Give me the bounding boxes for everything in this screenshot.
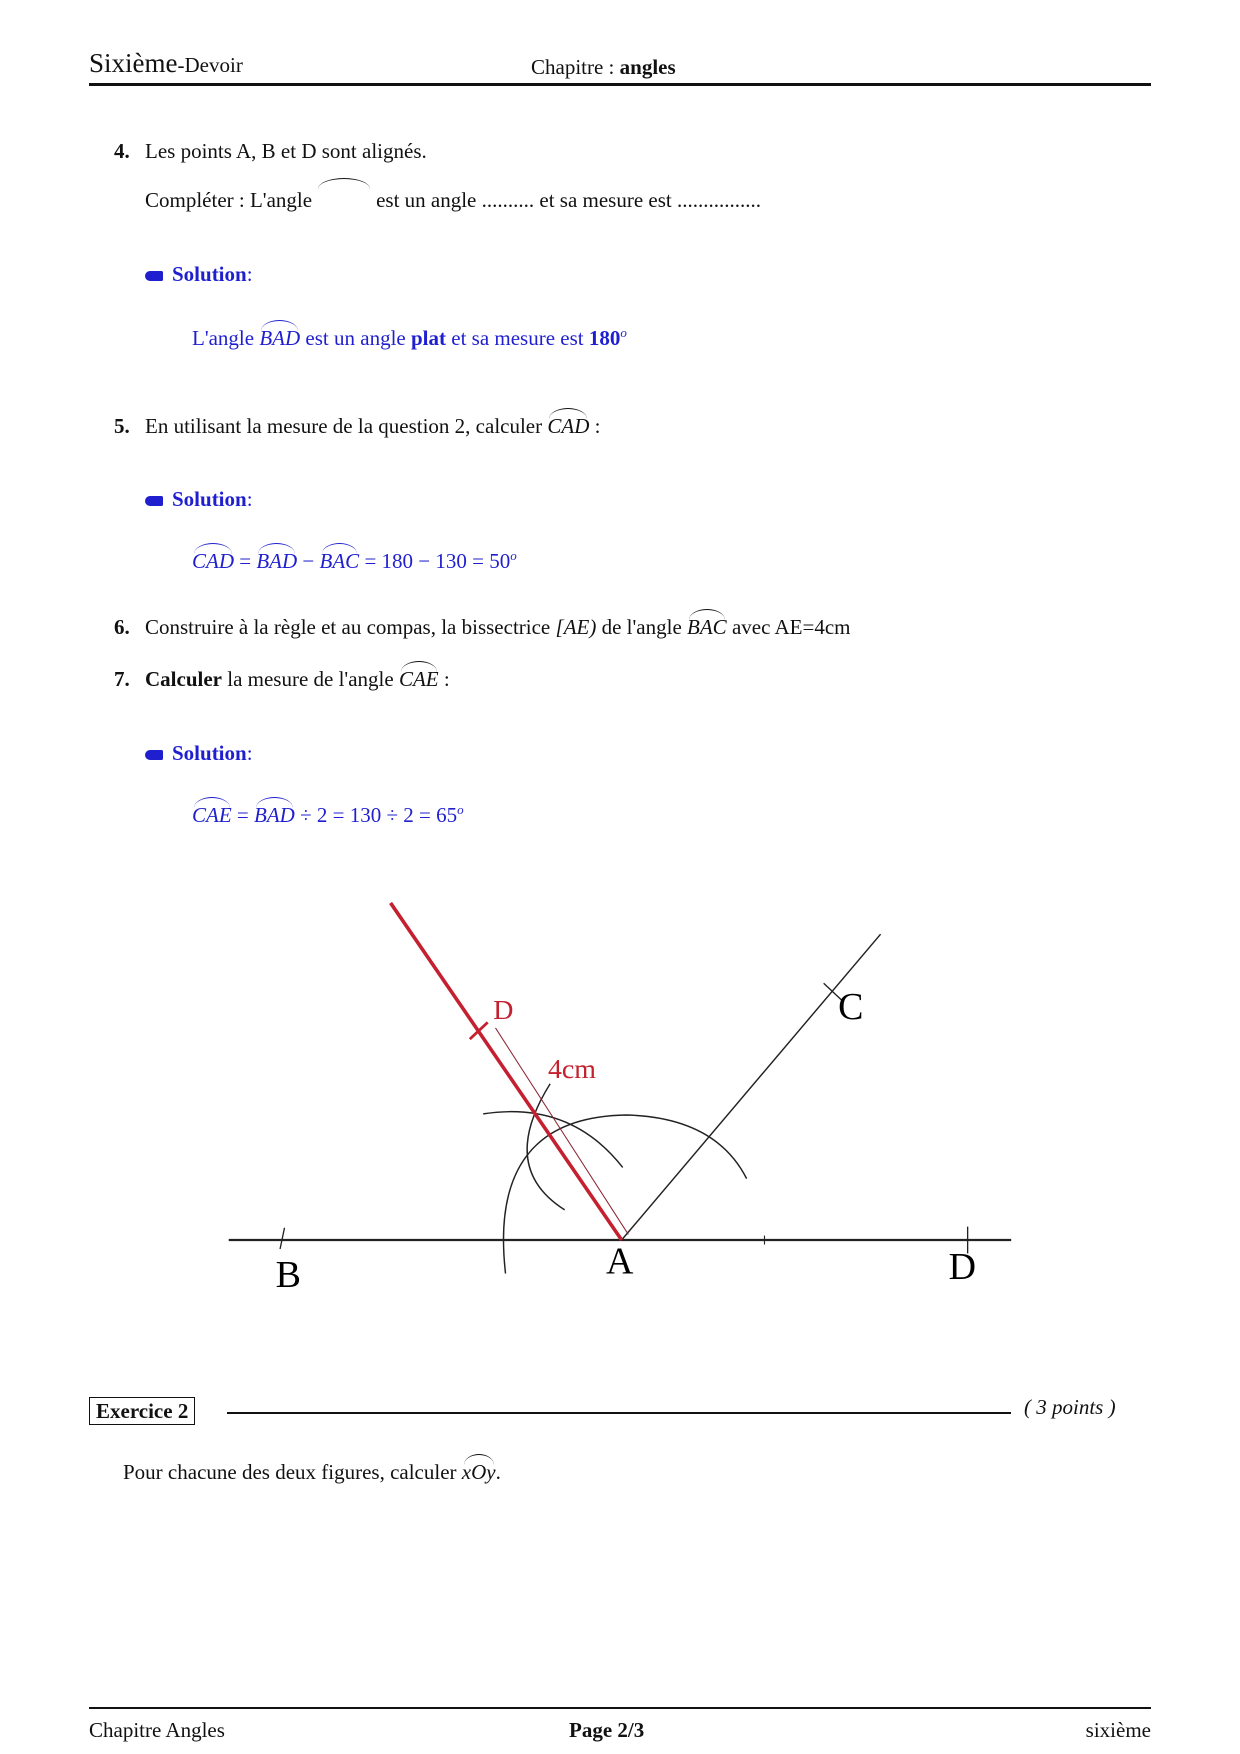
angle-bad: BAD: [259, 322, 300, 351]
pointing-hand-icon: [145, 271, 163, 281]
s5-rest: = 180 − 130 = 50: [359, 549, 511, 573]
solution-colon: :: [246, 262, 253, 286]
exercise-2-title: [89, 1399, 195, 1424]
angle-bad: BAD: [254, 799, 295, 828]
q4-text: Les points A, B et D sont alignés.: [145, 139, 427, 163]
angle-bac: BAC: [320, 545, 360, 574]
footer-left: Chapitre Angles: [89, 1718, 225, 1742]
pointing-hand-icon: [145, 750, 163, 760]
footer-page: Page 2/3: [569, 1718, 645, 1742]
eq: =: [234, 549, 257, 573]
header-chapter-prefix: Chapitre :: [531, 55, 620, 79]
degree: o: [620, 325, 627, 340]
q4-complete: [145, 188, 761, 213]
header-left-small: -Devoir: [177, 53, 243, 77]
solution-4-heading: [145, 262, 253, 287]
s4-p2: est un angle: [300, 326, 411, 350]
q6-seg: [AE): [555, 615, 597, 639]
q5-p1: En utilisant la mesure de la question 2, calculer: [145, 414, 548, 438]
s7-rest: ÷ 2 = 130 ÷ 2 = 65: [294, 803, 458, 827]
label-4cm: 4cm: [547, 1054, 596, 1086]
q5-end: :: [589, 414, 601, 438]
header-title: [89, 48, 243, 79]
tick-b: [280, 1228, 284, 1249]
label-b: B: [275, 1253, 301, 1296]
s4-plat: plat: [410, 326, 446, 350]
q6-number: 6.: [114, 615, 130, 639]
solution-colon: :: [246, 487, 253, 511]
exercise-2-points: ( 3 points ): [1024, 1395, 1116, 1419]
s4-p1: L'angle: [192, 326, 260, 350]
exercise-2-text: [123, 1456, 501, 1485]
s4-180: 180: [588, 326, 621, 350]
q7-text: [145, 663, 450, 692]
solution-label: Solution: [172, 487, 247, 511]
q6-p1: Construire à la règle et au compas, la bissectrice: [145, 615, 556, 639]
ray-ac: [622, 934, 881, 1240]
solution-label: Solution: [172, 262, 247, 286]
angle-bad: BAD: [256, 545, 297, 574]
q5-text: [145, 410, 600, 439]
solution-colon: :: [246, 741, 253, 765]
exercise-2-box: Exercice 2: [89, 1397, 195, 1425]
header-chapter: [531, 55, 676, 80]
s4-p3: et sa mesure est: [446, 326, 589, 350]
label-d: D: [948, 1246, 977, 1289]
footer-rule: [89, 1707, 1151, 1709]
solution-7-equation: [192, 799, 464, 828]
q6-text: [145, 611, 850, 640]
degree: o: [457, 802, 464, 817]
q7-bold: Calculer: [145, 667, 222, 691]
header-chapter-name: angles: [619, 55, 676, 79]
ex2-p1: Pour chacune des deux figures, calculer: [123, 1460, 462, 1484]
q7-number: 7.: [114, 667, 130, 691]
label-d-red: D: [493, 995, 514, 1027]
construction-figure: [224, 894, 1017, 1307]
solution-4-text: [192, 322, 627, 351]
q4-complete-suffix: est un angle .......... et sa mesure est ................: [376, 188, 761, 212]
q7-end: :: [438, 667, 450, 691]
label-a: A: [605, 1240, 634, 1283]
exercise-2-rule: [227, 1412, 1011, 1414]
solution-5-equation: [192, 545, 517, 574]
q6-p3: avec AE=4cm: [726, 615, 851, 639]
angle-cad: CAD: [192, 545, 234, 574]
degree: o: [510, 548, 517, 563]
angle-bac: BAC: [687, 611, 727, 640]
q7-p1: la mesure de l'angle: [221, 667, 399, 691]
minus: −: [297, 549, 320, 573]
q5-number: 5.: [114, 414, 130, 438]
eq: =: [231, 803, 255, 827]
angle-cae: CAE: [399, 663, 439, 692]
q6-p2: de l'angle: [596, 615, 688, 639]
q4-number: 4.: [114, 139, 130, 163]
q4-complete-prefix: Compléter : L'angle: [145, 188, 313, 212]
solution-label: Solution: [172, 741, 247, 765]
footer-right: sixième: [1085, 1718, 1151, 1742]
angle-cae: CAE: [192, 799, 232, 828]
label-c: C: [838, 986, 864, 1029]
header-rule: [89, 83, 1151, 86]
pointing-hand-icon: [145, 496, 163, 506]
angle-xoy: xOy: [462, 1456, 496, 1485]
ex2-end: .: [495, 1460, 501, 1484]
header-left-big: Sixième: [89, 48, 178, 78]
angle-hat-blank: [318, 178, 370, 189]
solution-7-heading: [145, 741, 253, 766]
solution-5-heading: [145, 487, 253, 512]
angle-cad: CAD: [547, 410, 589, 439]
